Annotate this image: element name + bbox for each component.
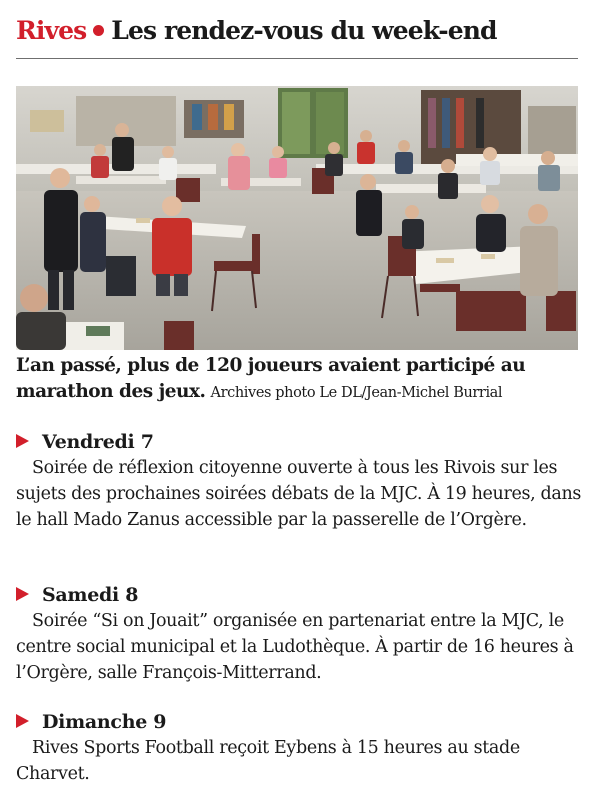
caption-lead: L’an passé, plus de 120 joueurs avaient participé au marathon des jeux. xyxy=(16,355,526,402)
event-day-label: Dimanche 9 xyxy=(42,711,167,733)
photo-illustration xyxy=(16,86,578,350)
event-saturday xyxy=(16,581,591,686)
event-description: Soirée de réflexion citoyenne ouverte à tous les Rivois sur les sujets des prochaines soirées débats de la MJC. À 19 heures, dans le hall Mado Zanus accessible par la passerelle de l’Orgère. xyxy=(16,458,582,530)
event-friday xyxy=(16,428,591,533)
photo-credit: Archives photo Le DL/Jean-Michel Burrial xyxy=(210,385,503,401)
red-arrow-icon xyxy=(16,714,29,728)
event-day-title xyxy=(16,428,591,456)
red-arrow-icon xyxy=(16,434,29,448)
event-photo xyxy=(16,86,578,350)
event-description: Soirée “Si on Jouait” organisée en partenariat entre la MJC, le centre social municipal et la Ludothèque. À partir de 16 heures à l’Orgère, salle François-Mitterrand. xyxy=(16,611,574,683)
red-dot-icon xyxy=(93,25,104,36)
event-day-label: Samedi 8 xyxy=(42,584,139,606)
article-header xyxy=(16,14,596,48)
event-description: Rives Sports Football reçoit Eybens à 15 heures au stade Charvet. xyxy=(16,738,520,784)
event-sunday xyxy=(16,708,591,787)
photo-caption xyxy=(16,353,586,406)
event-day-title xyxy=(16,581,591,609)
town-name: Rives xyxy=(16,16,87,45)
event-day-label: Vendredi 7 xyxy=(42,431,154,453)
header-divider xyxy=(16,58,578,59)
article-title: Les rendez-vous du week-end xyxy=(111,16,497,45)
event-day-title xyxy=(16,708,591,736)
red-arrow-icon xyxy=(16,587,29,601)
